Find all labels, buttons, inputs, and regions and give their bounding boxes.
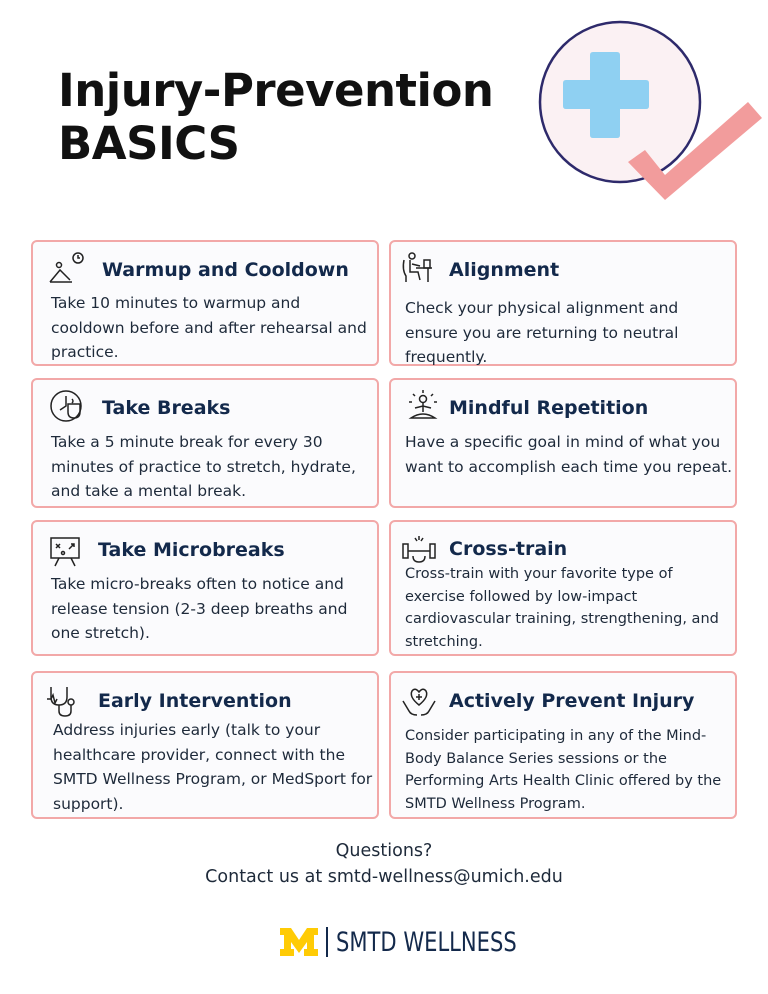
card-actively-prevent-injury	[389, 671, 737, 819]
questions-label: Questions?	[335, 841, 433, 861]
card-mindful-repetition	[389, 378, 737, 508]
card-body: Take a 5 minute break for every 30 minutes of practice to stretch, hydrate, and take a mental break.	[51, 433, 356, 500]
smtd-wellness-logo	[278, 925, 568, 959]
card-title: Actively Prevent Injury	[449, 690, 695, 712]
logo-divider	[326, 927, 328, 957]
card-title: Mindful Repetition	[449, 397, 649, 419]
contact-block	[0, 838, 768, 890]
card-cross-train	[389, 520, 737, 656]
stethoscope-icon	[45, 683, 81, 719]
title-line-2: BASICS	[58, 117, 240, 170]
card-title: Warmup and Cooldown	[102, 259, 349, 281]
card-body: Check your physical alignment and ensure you are returning to neutral frequently.	[405, 299, 679, 366]
block-m-logo-icon	[278, 926, 320, 958]
logo-text: SMTD WELLNESS	[336, 926, 517, 958]
card-take-microbreaks	[31, 520, 379, 656]
card-body: Take 10 minutes to warmup and cooldown before and after rehearsal and practice.	[51, 294, 367, 361]
strategy-board-icon	[47, 534, 83, 570]
page-title	[58, 64, 493, 170]
card-body: Consider participating in any of the Mind-Body Balance Series sessions or the Performing Arts Health Clinic offered by the SMTD Wellness Program.	[405, 728, 722, 812]
stretch-clock-icon	[48, 250, 84, 286]
card-early-intervention	[31, 671, 379, 819]
card-title: Early Intervention	[98, 690, 292, 712]
desk-posture-icon	[398, 250, 434, 286]
meditation-icon	[405, 388, 441, 424]
card-title: Take Breaks	[102, 397, 231, 419]
card-title: Take Microbreaks	[98, 539, 285, 561]
card-body: Address injuries early (talk to your healthcare provider, connect with the SMTD Wellness Program, or MedSport for support).	[53, 721, 373, 813]
card-body: Cross-train with your favorite type of exercise followed by low-impact cardiovascular training, strengthening, and stretching.	[405, 566, 719, 650]
card-take-breaks	[31, 378, 379, 508]
heart-hands-icon	[401, 683, 437, 719]
contact-email-link[interactable]: Contact us at smtd-wellness@umich.edu	[205, 867, 563, 887]
card-warmup	[31, 240, 379, 366]
card-body: Have a specific goal in mind of what you want to accomplish each time you repeat.	[405, 433, 732, 476]
card-body: Take micro-breaks often to notice and release tension (2-3 deep breaths and one stretch).	[51, 575, 348, 642]
medical-check-icon	[520, 10, 768, 210]
title-line-1: Injury-Prevention	[58, 64, 494, 117]
card-title: Alignment	[449, 259, 560, 281]
clock-cup-icon	[48, 388, 84, 424]
card-title: Cross-train	[449, 538, 568, 560]
card-alignment	[389, 240, 737, 366]
